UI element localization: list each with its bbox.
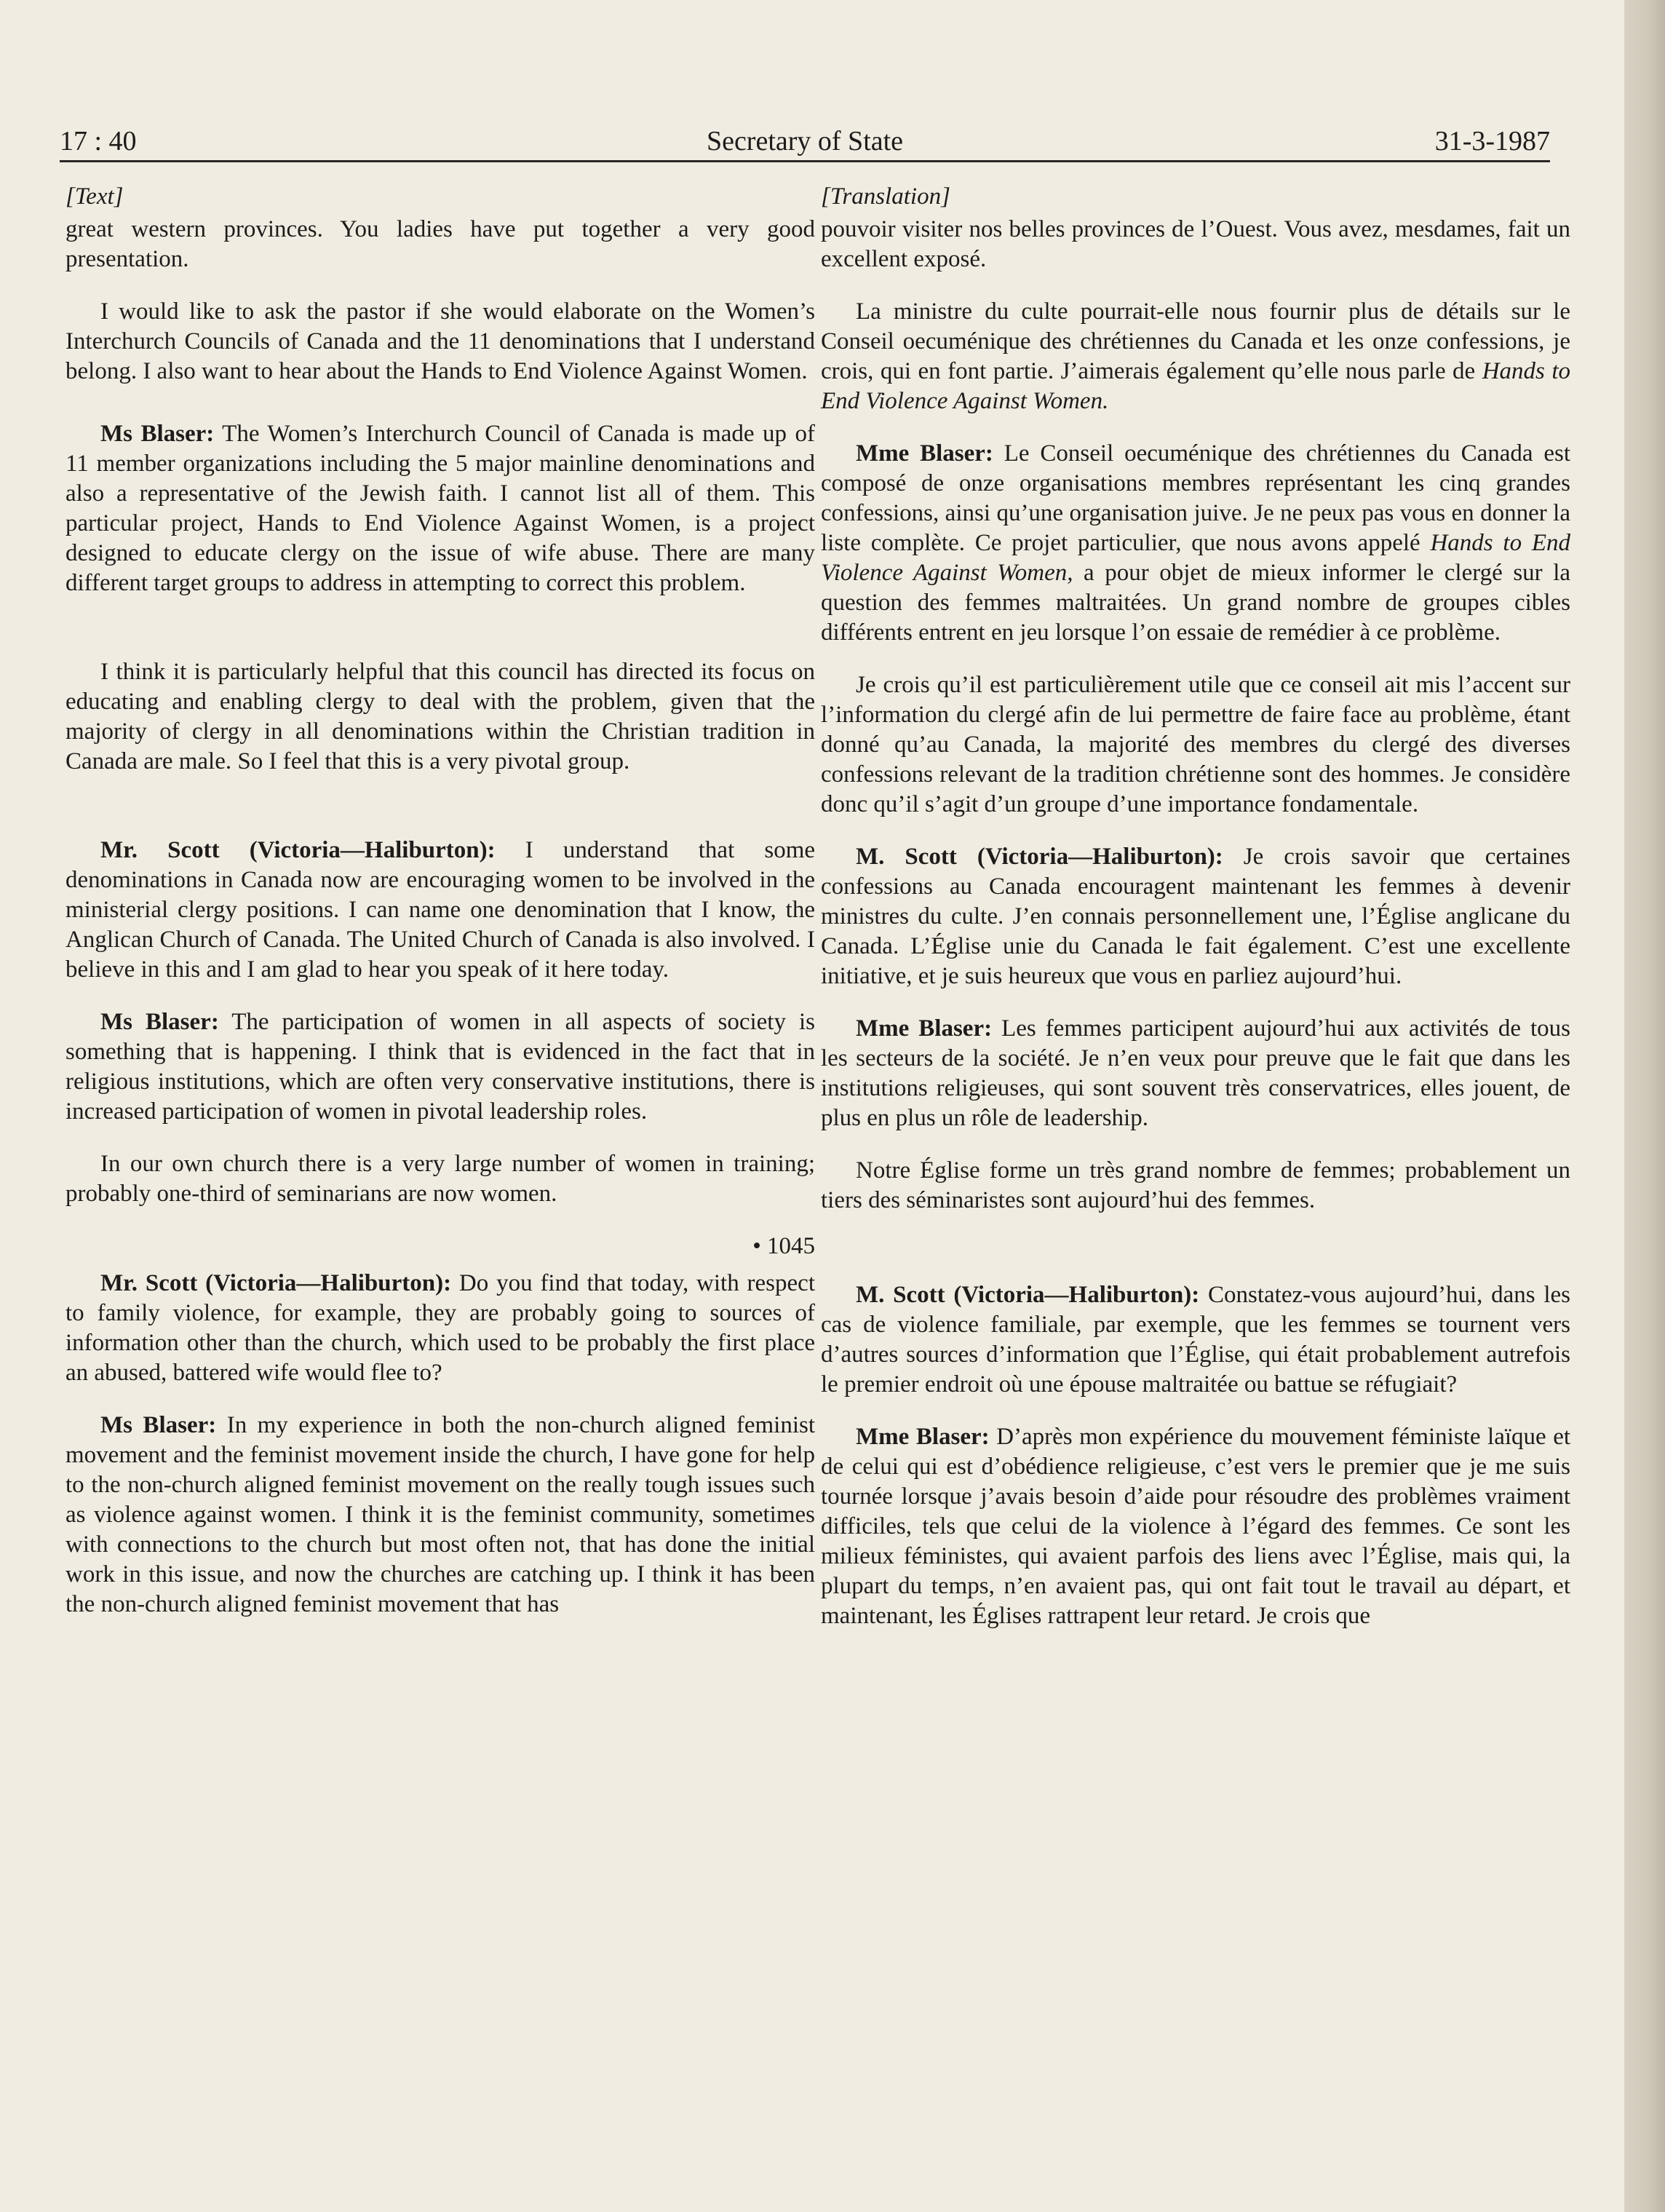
speech-text: Le Conseil oecuménique des chrétiennes du Canada est composé de onze organisations membres représentant les cinq grandes confessions, ainsi qu’une organisation juive. Je ne peux pas vous en donner la liste complète. Ce projet particulier, que nous avons appelé [821,440,1571,556]
translation-label: [Translation] [821,183,950,210]
header-date: 31-3-1987 [1434,126,1550,156]
page-edge-shadow [1624,0,1665,2212]
speech-text: The participation of women in all aspects of society is something that is happening. I think that is evidenced in the fact that in religious institutions, which are often very conservative institutions, there is increased participation of women in pivotal leadership roles. [65,1009,815,1125]
speaker-name: Mr. Scott (Victoria—Haliburton): [100,837,496,863]
speech-text: I understand that some denominations in Canada now are encouraging women to be involved in the ministerial clergy positions. I can name one denomination that I know, the Anglican Church of Canada. The United Church of Canada is also involved. I believe in this and I am glad to hear you speak of it here today. [65,837,816,983]
speech-text: In my experience in both the non-church aligned feminist movement and the feminist movement inside the church, I have gone for help to the non-church aligned feminist movement on the really tough issues such as violence against women. I think it is the feminist community, sometimes with connections to the church but most often not, that has done the initial work in this issue, and now the churches are catching up. I think it has been the non-church aligned feminist movement that has [65,1412,816,1617]
speech-text: Do you find that today, with respect to family violence, for example, they are probably going to sources of information other than the church, which used to be probably the first place an abused, battered wife would flee to? [65,1270,815,1386]
speaker-name: Mme Blaser: [856,1015,993,1042]
speech-text: Les femmes participent aujourd’hui aux activités de tous les secteurs de la société. Je n’en veux pour preuve que le fait que dans les institutions religieuses, qui sont souvent très conservatrices, elles jouent, de plus en plus un rôle de leadership. [821,1015,1571,1131]
speaker-name: Mme Blaser: [856,1424,990,1450]
header-rule [60,160,1550,162]
paragraph [821,1014,1570,1133]
page-header [60,118,1550,162]
paragraph [65,836,815,985]
speaker-name: Ms Blaser: [100,421,215,447]
speech-text: Constatez-vous aujourd’hui, dans les cas de violence familiale, par exemple, que les femmes se tournent vers d’autres sources d’information que l’Église, qui était probablement autrefois le premier endroit où une épouse maltraitée ou battue se réfugiait? [821,1282,1571,1398]
paragraph [65,1269,815,1388]
paragraph [821,1280,1570,1400]
paragraph: Notre Église forme un très grand nombre de femmes; probablement un tiers des séminaristes sont aujourd’hui des femmes. [821,1157,1570,1213]
spacer [65,621,815,657]
paragraph [65,1007,815,1127]
speech-text: Je crois savoir que certaines confessions au Canada encouragent maintenant les femmes à devenir ministres du culte. J’en connais personnellement une, l’Église anglicane du Canada. L’Église unie du Canada le fait également. C’est une excellente initiative, et je suis heureux que vous en parliez aujourd’hui. [821,844,1571,989]
paragraph [821,842,1570,991]
italic-title: Hands to End Violence Against Women. [821,358,1571,414]
paragraph: I would like to ask the pastor if she would elaborate on the Women’s Interchurch Councils of Canada and the 11 denominations that I understand belong. I also want to hear about the Hands to End Violence Against Women. [65,298,815,384]
speaker-name: M. Scott (Victoria—Haliburton): [856,844,1223,870]
text-label: [Text] [65,183,124,210]
page-number: 17 : 40 [60,126,137,156]
english-column [65,176,815,1642]
running-title: Secretary of State [706,126,904,156]
speech-text: The Women’s Interchurch Council of Canada is made up of 11 member organizations including the 5 major mainline denominations and also a representative of the Jewish faith. I cannot list all of them. This particular project, Hands to End Violence Against Women, is a project designed to educate clergy on the issue of wife abuse. There are many different target groups to address in attempting to correct this problem. [65,421,816,596]
speaker-name: M. Scott (Victoria—Haliburton): [856,1282,1200,1308]
spacer [65,409,815,419]
speaker-name: Ms Blaser: [100,1412,217,1438]
paragraph [821,1422,1570,1631]
spacer [821,1238,1570,1280]
speaker-name: Ms Blaser: [100,1009,219,1035]
spacer [65,799,815,836]
paragraph: great western provinces. You ladies have put together a very good presentation. [65,216,815,272]
paragraph [821,297,1570,416]
paragraph: Je crois qu’il est particulièrement utile que ce conseil ait mis l’accent sur l’information du clergé afin de lui permettre de faire face au problème, étant donné qu’au Canada, la majorité des membres du clergé des diverses confessions relevant de la tradition chrétienne sont des hommes. Je considère donc qu’il s’agit d’un groupe d’une importance fondamentale. [821,672,1570,817]
paragraph: In our own church there is a very large number of women in training; probably one-third of seminarians are now women. [65,1151,815,1207]
speaker-name: Mme Blaser: [856,440,993,467]
paragraph [821,439,1570,648]
paragraph: pouvoir visiter nos belles provinces de l’Ouest. Vous avez, mesdames, fait un excellent exposé. [821,216,1570,272]
speech-text: D’après mon expérience du mouvement féministe laïque et de celui qui est d’obédience religieuse, c’est vers le premier que je me suis tournée lorsque j’avais besoin d’aide pour résoudre des problèmes vraiment difficiles, tels que celui de la violence à l’égard des femmes. Ce sont les milieux féministes, qui avaient parfois des liens avec l’Église, mais qui, la plupart du temps, n’en avaient pas, qui ont fait tout le travail au départ, et maintenant, les Églises rattrapent leur retard. Je crois que [821,1424,1571,1629]
paragraph [65,419,815,598]
italic-title: Hands to End Violence Against Women, [821,530,1571,586]
time-marker: • 1045 [752,1233,815,1259]
paragraph: I think it is particularly helpful that this council has directed its focus on educating and enabling clergy to deal with the problem, given that the majority of clergy in all denominations within the Christian tradition in Canada are male. So I feel that this is a very pivotal group. [65,659,815,774]
paragraph [65,1411,815,1620]
french-column [821,176,1570,1654]
speech-text: La ministre du culte pourrait-elle nous fournir plus de détails sur le Conseil oecuménique des chrétiennes du Canada et les onze confessions, je crois, qui en font partie. J’aimerais également qu’elle nous parle de [821,298,1570,384]
speaker-name: Mr. Scott (Victoria—Haliburton): [100,1270,452,1296]
speech-text: a pour objet de mieux informer le clergé sur la question des femmes maltraitées. Un grand nombre de groupes cibles différents entrent en jeu lorsque l’on essaie de remédier à ce problème. [821,560,1571,646]
